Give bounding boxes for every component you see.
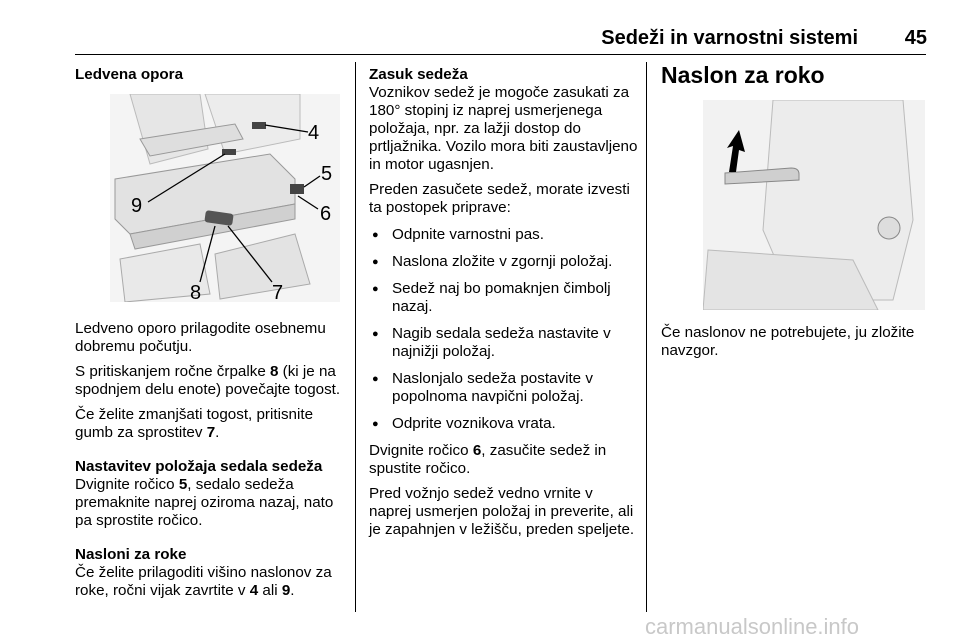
heading-armrest: Naslon za roko [661, 62, 825, 88]
list-item: ● Nagib sedala sedeža nastavite v najnižji položaj. [369, 325, 639, 361]
text: ali [258, 582, 282, 599]
armrest-illustration [703, 100, 925, 310]
column-seat-rotation [369, 66, 639, 539]
armrest-figure [703, 100, 925, 310]
column-lumbar [75, 66, 345, 84]
label-5: 5 [321, 163, 333, 185]
column-divider-2 [646, 62, 647, 612]
text: , zasučite sedež in spustite ročico. [369, 442, 607, 477]
ref-4: 4 [249, 582, 259, 599]
page-number: 45 [904, 27, 927, 49]
preparation-list [369, 226, 639, 433]
paragraph-armrest: Če naslonov ne potrebujete, ju zložite navzgor. [661, 324, 915, 359]
paragraph-before-driving: Pred vožnjo sedež vedno vrnite v naprej usmerjen položaj in preverite, ali je zapahnjen v ležišču, preden speljete. [369, 485, 635, 538]
label-7: 7 [272, 282, 284, 302]
chapter-title: Sedeži in varnostni sistemi [601, 27, 858, 49]
text: Dvignite ročico [369, 442, 473, 459]
seat-illustration [110, 94, 340, 302]
paragraph-pump [75, 363, 350, 399]
list-item: ● Naslona zložite v zgornji položaj. [369, 253, 639, 271]
text: . [290, 582, 295, 599]
column-armrest-text [661, 324, 931, 360]
list-item: ● Odprite voznikova vrata. [369, 415, 639, 433]
text: , sedalo sedeža premaknite naprej oziroma nazaj, nato pa sprostite ročico. [75, 476, 334, 529]
header-rule [75, 54, 926, 55]
label-4: 4 [308, 122, 320, 144]
column-divider-1 [355, 62, 356, 612]
subheading-seat-rotation: Zasuk sedeža [369, 66, 468, 83]
label-6: 6 [320, 203, 332, 225]
column-lumbar-text [75, 320, 350, 600]
watermark: carmanualsonline.info [645, 614, 860, 639]
subheading-seat-position: Nastavitev položaja sedala sedeža [75, 458, 323, 475]
text: . [215, 424, 220, 441]
column-armrest [661, 62, 931, 88]
text: Dvignite ročico [75, 476, 179, 493]
label-9: 9 [131, 195, 143, 217]
list-item: ● Naslonjalo sedeža postavite v popolnoma navpični položaj. [369, 370, 639, 406]
text: Če želite zmanjšati togost, pritisnite gumb za sprostitev [75, 406, 314, 441]
paragraph-seat-position [75, 476, 350, 530]
list-item: ● Odpnite varnostni pas. [369, 226, 639, 244]
label-8: 8 [190, 282, 202, 302]
ref-5: 5 [178, 476, 188, 493]
text: S pritiskanjem ročne črpalke [75, 363, 270, 380]
ref-7: 7 [206, 424, 216, 441]
subheading-armrests: Nasloni za roke [75, 546, 187, 563]
list-item: ● Sedež naj bo pomaknjen čimbolj nazaj. [369, 280, 639, 316]
text: Če želite prilagoditi višino naslonov za roke, ročni vijak zavrtite v [75, 564, 332, 599]
paragraph-release [75, 406, 350, 442]
paragraph-preparation: Preden zasučete sedež, morate izvesti ta postopek priprave: [369, 181, 630, 216]
ref-8: 8 [269, 363, 279, 380]
ref-6: 6 [472, 442, 482, 459]
paragraph-rotation-intro: Voznikov sedež je mogoče zasukati za 180° stopinj iz naprej usmerjenega položaja, npr. za lažji dostop do prtljažnika. Vozilo mora biti zaustavljeno in motor ugasnjen. [369, 84, 638, 173]
paragraph-lever [369, 442, 639, 478]
section-title-lumbar: Ledvena opora [75, 66, 184, 83]
ref-9: 9 [281, 582, 291, 599]
text: (ki je na spodnjem delu enote) povečajte togost. [75, 363, 341, 398]
paragraph-lumbar-intro: Ledveno oporo prilagodite osebnemu dobremu počutju. [75, 320, 326, 355]
lumbar-support-figure [110, 94, 340, 302]
paragraph-armrests [75, 564, 350, 600]
